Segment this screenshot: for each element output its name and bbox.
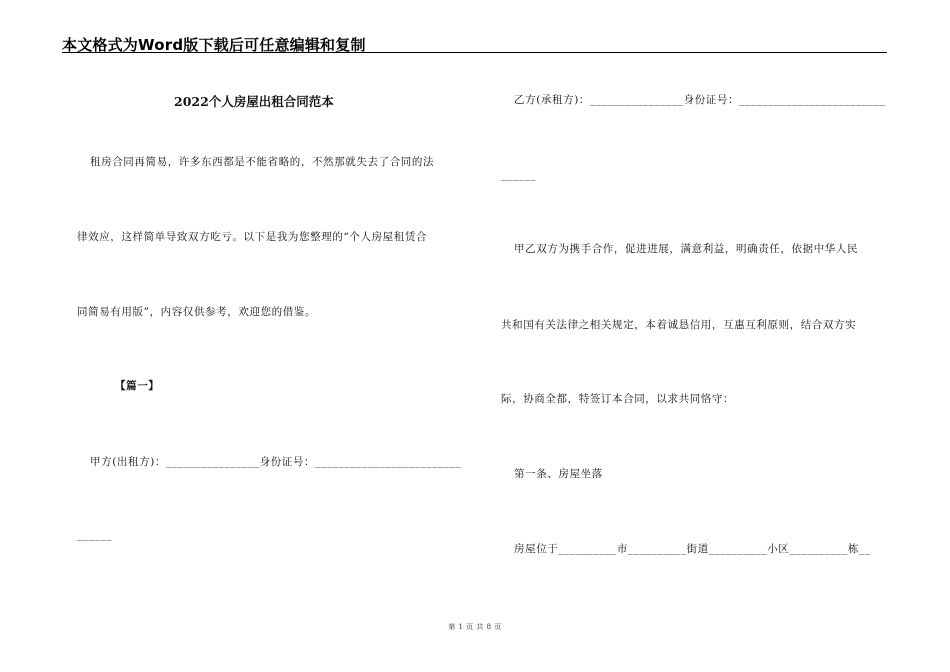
page-number: 第 1 页 共 8 页 bbox=[448, 623, 502, 631]
intro-line-3: 同简易有用版”，内容仅供参考，欢迎您的借鉴。 bbox=[77, 306, 317, 318]
preamble-line-2: 共和国有关法律之相关规定，本着诚恳信用，互惠互利原则，结合双方实 bbox=[501, 319, 857, 331]
party-b-line: 乙方(承租方)：________________身份证号：_________________________ bbox=[514, 94, 886, 106]
intro-line-2: 律效应，这样简单导致双方吃亏。以下是我为您整理的“个人房屋租赁合 bbox=[77, 231, 428, 243]
party-a-line: 甲方(出租方)：________________身份证号：_________________________ bbox=[90, 456, 462, 468]
party-a-line-continued: ______ bbox=[77, 529, 113, 541]
article-1-heading: 第一条、房屋坐落 bbox=[514, 468, 603, 480]
property-location-line: 房屋位于__________市__________街道__________小区__________栋__ bbox=[514, 543, 871, 555]
intro-line-1: 租房合同再简易，许多东西都是不能省略的，不然那就失去了合同的法 bbox=[90, 156, 435, 168]
preamble-line-1: 甲乙双方为携手合作，促进进展，满意利益，明确责任，依据中华人民 bbox=[514, 243, 859, 255]
document-header-banner: 本文格式为Word版下载后可任意编辑和复制 bbox=[62, 36, 366, 54]
document-title: 2022个人房屋出租合同范本 bbox=[174, 94, 334, 109]
section-heading: 【篇一】 bbox=[115, 380, 160, 392]
header-divider bbox=[62, 52, 887, 53]
party-b-line-continued: ______ bbox=[501, 169, 537, 181]
preamble-line-3: 际，协商全都，特签订本合同，以求共同恪守： bbox=[501, 393, 735, 405]
